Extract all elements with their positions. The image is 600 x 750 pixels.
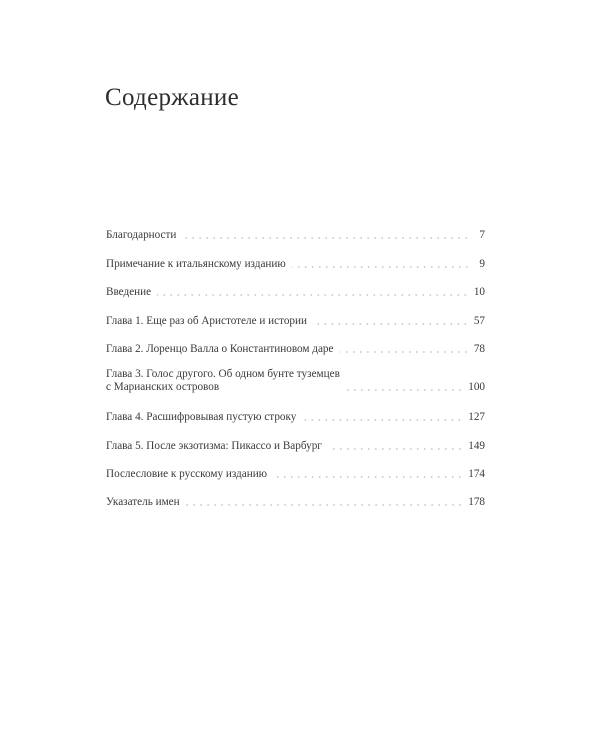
toc-entry-title: Глава 4. Расшифровывая пустую строку <box>106 411 297 423</box>
toc-entry <box>106 411 485 424</box>
toc-entry <box>106 286 485 299</box>
dot-leader <box>157 294 469 296</box>
toc-entry-page: 9 <box>479 258 485 270</box>
toc-entry-title: Глава 5. После экзотизма: Пикассо и Варбург <box>106 440 322 452</box>
toc-entry-page: 7 <box>479 229 485 241</box>
toc-entry-title: Благодарности <box>106 229 177 241</box>
dot-leader <box>340 351 469 353</box>
dot-leader <box>182 237 470 239</box>
toc-entry-page: 10 <box>473 286 485 298</box>
toc-entry <box>106 368 485 394</box>
toc-entry-page: 100 <box>468 381 485 393</box>
toc-entry-page: 149 <box>468 440 485 452</box>
toc-entry <box>106 468 485 481</box>
toc-entry-title: Глава 1. Еще раз об Аристотеле и истории <box>106 315 307 327</box>
toc-entry-title: Глава 3. Голос другого. Об одном бунте туземцев с Марианских островов <box>106 368 340 393</box>
toc-entry-title: Примечание к итальянскому изданию <box>106 258 286 270</box>
page-title: Содержание <box>105 84 239 111</box>
toc-entry-page: 57 <box>473 315 485 327</box>
toc-entry-page: 127 <box>468 411 485 423</box>
toc-entry <box>106 496 485 509</box>
toc-entry <box>106 343 485 356</box>
toc-entry-page: 174 <box>468 468 485 480</box>
toc-entry <box>106 258 485 271</box>
dot-leader <box>273 476 463 478</box>
toc-entry-title: Послесловие к русскому изданию <box>106 468 268 480</box>
toc-entry-title: Введение <box>106 286 152 298</box>
toc-entry <box>106 440 485 453</box>
toc-entry <box>106 229 485 242</box>
dot-leader <box>292 266 470 268</box>
toc-entry-title: Глава 2. Лоренцо Валла о Константиновом даре <box>106 343 334 355</box>
dot-leader <box>302 419 463 421</box>
toc-entry <box>106 315 485 328</box>
toc-entry-page: 78 <box>473 343 485 355</box>
toc-entry-title: Указатель имен <box>106 496 180 508</box>
dot-leader <box>186 504 464 506</box>
dot-leader <box>328 448 463 450</box>
dot-leader <box>313 323 469 325</box>
dot-leader <box>346 389 463 391</box>
toc-entry-page: 178 <box>468 496 485 508</box>
